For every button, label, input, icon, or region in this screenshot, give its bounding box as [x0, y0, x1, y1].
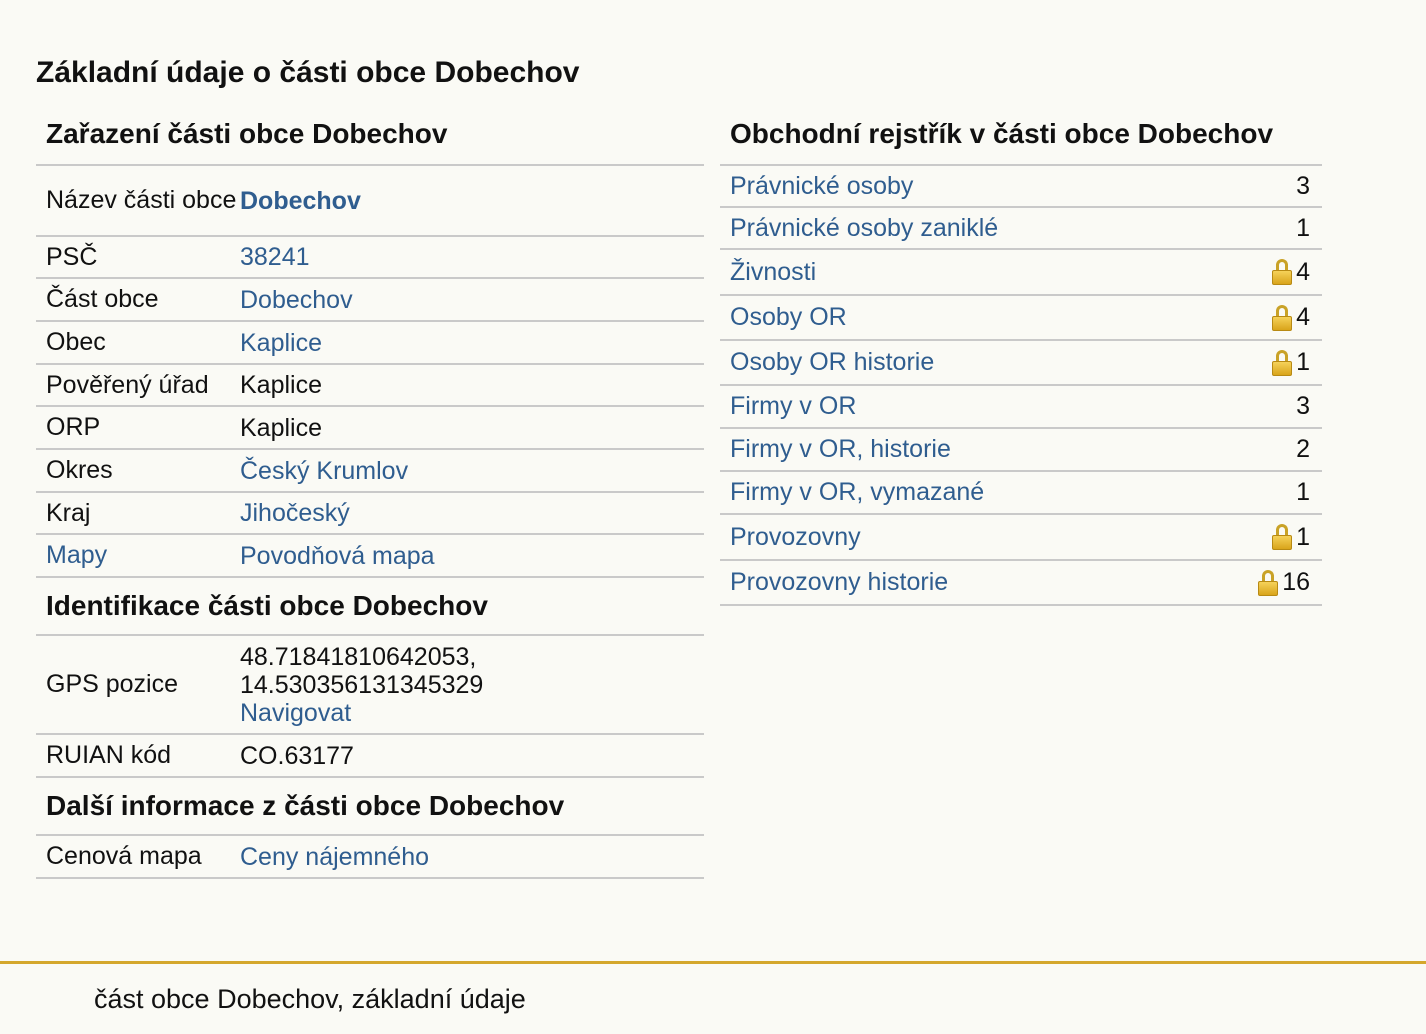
row-label: Název části obce	[46, 186, 237, 214]
rejstrik-count-cell	[1296, 214, 1310, 243]
rejstrik-count-cell	[1296, 172, 1310, 201]
row-label: Pověřený úřad	[46, 370, 209, 399]
rejstrik-count: 3	[1296, 171, 1310, 200]
row-label: ORP	[46, 413, 101, 441]
lock-icon	[1272, 305, 1292, 331]
row-label: Část obce	[46, 285, 159, 313]
row-obec	[36, 322, 704, 365]
rejstrik-count: 1	[1296, 348, 1310, 376]
rejstrik-count: 1	[1296, 522, 1310, 551]
navigate-link[interactable]: Navigovat	[240, 698, 352, 727]
lock-icon	[1258, 570, 1278, 596]
row-label: Obec	[46, 328, 106, 356]
footer-text: část obce Dobechov, základní údaje	[94, 984, 526, 1014]
footer-divider	[0, 961, 1426, 964]
rejstrik-row	[720, 250, 1322, 296]
rejstrik-row	[720, 515, 1322, 561]
rejstrik-count-cell	[1296, 478, 1310, 507]
section-title-identifikace: Identifikace části obce Dobechov	[36, 578, 704, 636]
rejstrik-row	[720, 296, 1322, 341]
rejstrik-count: 4	[1296, 303, 1310, 331]
value-orp: Kaplice	[240, 413, 322, 442]
link-obec[interactable]: Kaplice	[240, 328, 322, 357]
rejstrik-count-cell	[1272, 258, 1310, 287]
section-title-zarazeni: Zařazení části obce Dobechov	[36, 108, 704, 166]
section-title-dalsi: Další informace z části obce Dobechov	[36, 778, 704, 836]
right-column	[720, 108, 1322, 606]
gps-value	[240, 643, 704, 727]
row-mapy	[36, 535, 704, 578]
row-gps	[36, 636, 704, 735]
rejstrik-count-cell	[1258, 568, 1310, 597]
value-ruian: CO.63177	[240, 741, 354, 770]
link-okres[interactable]: Český Krumlov	[240, 456, 409, 485]
row-orp	[36, 407, 704, 450]
row-nazev	[36, 166, 704, 237]
row-ruian	[36, 735, 704, 778]
link-psc[interactable]: 38241	[240, 243, 310, 271]
gps-longitude: 14.530356131345329	[240, 670, 484, 699]
rejstrik-link[interactable]: Provozovny historie	[730, 568, 949, 596]
rejstrik-count-cell	[1272, 523, 1310, 552]
rejstrik-row	[720, 429, 1322, 472]
rejstrik-count: 1	[1296, 213, 1310, 242]
left-column	[36, 108, 704, 879]
link-kraj[interactable]: Jihočeský	[240, 499, 350, 527]
section-title-rejstrik: Obchodní rejstřík v části obce Dobechov	[720, 108, 1322, 166]
link-povodnova-mapa[interactable]: Povodňová mapa	[240, 541, 435, 570]
lock-icon	[1272, 259, 1292, 285]
row-okres	[36, 450, 704, 493]
rejstrik-list	[720, 166, 1322, 606]
rejstrik-count-cell	[1296, 392, 1310, 421]
lock-icon	[1272, 350, 1292, 376]
rejstrik-count: 16	[1282, 568, 1310, 596]
link-nazev[interactable]: Dobechov	[240, 186, 361, 215]
row-label: PSČ	[46, 242, 98, 271]
row-label: GPS pozice	[46, 670, 179, 698]
rejstrik-row	[720, 208, 1322, 250]
rejstrik-link[interactable]: Firmy v OR, historie	[730, 435, 951, 463]
rejstrik-link[interactable]: Osoby OR	[730, 303, 847, 331]
rejstrik-link[interactable]: Právnické osoby	[730, 171, 914, 200]
row-label: RUIAN kód	[46, 741, 172, 769]
link-mapy[interactable]: Mapy	[46, 541, 108, 569]
rejstrik-count-cell	[1296, 435, 1310, 464]
row-label: Cenová mapa	[46, 842, 202, 870]
rejstrik-row	[720, 386, 1322, 429]
row-kraj	[36, 493, 704, 535]
rejstrik-count: 1	[1296, 478, 1310, 506]
rejstrik-link[interactable]: Firmy v OR, vymazané	[730, 478, 985, 506]
rejstrik-count: 3	[1296, 392, 1310, 420]
row-cast-obce	[36, 279, 704, 322]
rejstrik-count: 4	[1296, 257, 1310, 286]
row-label: Kraj	[46, 498, 91, 527]
rejstrik-row	[720, 166, 1322, 208]
rejstrik-link[interactable]: Právnické osoby zaniklé	[730, 213, 999, 242]
gps-latitude: 48.71841810642053,	[240, 642, 477, 671]
rejstrik-count-cell	[1272, 348, 1310, 377]
lock-icon	[1272, 524, 1292, 550]
link-ceny-najemneho[interactable]: Ceny nájemného	[240, 842, 430, 871]
rejstrik-count: 2	[1296, 435, 1310, 463]
rejstrik-link[interactable]: Živnosti	[730, 257, 817, 286]
row-cenova-mapa	[36, 836, 704, 879]
rejstrik-row	[720, 341, 1322, 386]
row-psc	[36, 237, 704, 279]
rejstrik-link[interactable]: Provozovny	[730, 522, 861, 551]
rejstrik-row	[720, 561, 1322, 606]
row-label: Okres	[46, 456, 113, 484]
rejstrik-row	[720, 472, 1322, 515]
row-povereny-urad	[36, 365, 704, 407]
rejstrik-count-cell	[1272, 303, 1310, 332]
value-povereny-urad: Kaplice	[240, 371, 322, 399]
page-title: Základní údaje o části obce Dobechov	[36, 56, 580, 89]
rejstrik-link[interactable]: Osoby OR historie	[730, 348, 935, 376]
rejstrik-link[interactable]: Firmy v OR	[730, 392, 857, 420]
link-cast-obce[interactable]: Dobechov	[240, 285, 353, 314]
